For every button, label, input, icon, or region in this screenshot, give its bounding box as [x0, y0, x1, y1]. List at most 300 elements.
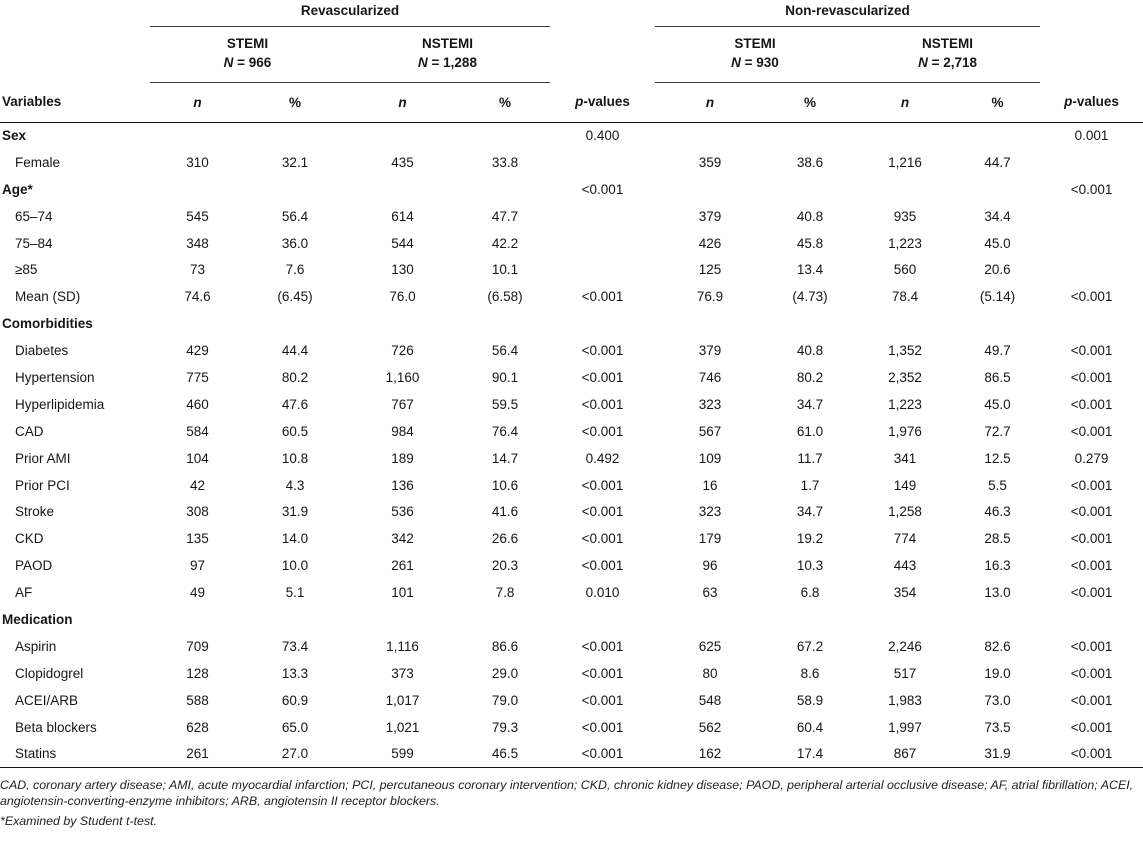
row-label: Aspirin — [15, 638, 57, 654]
value-cell: <0.001 — [1070, 638, 1113, 654]
spacer-cell — [0, 26, 150, 52]
value-cell: 379 — [698, 208, 722, 224]
data-row — [0, 714, 1143, 741]
spacer-cell — [0, 0, 150, 26]
value-cell: 189 — [391, 450, 414, 466]
value-cell: 80.2 — [281, 369, 309, 385]
value-cell: (6.45) — [277, 289, 313, 305]
value-cell: 774 — [893, 531, 917, 547]
data-row — [0, 364, 1143, 391]
row-label: Stroke — [15, 504, 55, 520]
value-cell: 179 — [698, 531, 722, 547]
value-cell: 104 — [186, 450, 209, 466]
col-header-pct-3: % — [765, 82, 855, 122]
value-cell: 79.0 — [491, 692, 519, 708]
value-cell — [345, 122, 460, 149]
value-cell — [150, 176, 245, 203]
value-cell: 42 — [189, 477, 206, 493]
row-label: Hypertension — [15, 369, 95, 385]
value-cell: <0.001 — [1070, 746, 1113, 762]
value-cell: <0.001 — [581, 531, 624, 547]
value-cell: 36.0 — [281, 235, 309, 251]
row-label: 65–74 — [15, 208, 53, 224]
value-cell: 354 — [893, 585, 917, 601]
value-cell: 61.0 — [796, 423, 824, 439]
value-cell: <0.001 — [1070, 369, 1113, 385]
value-cell: 73.0 — [984, 692, 1011, 708]
n-count-stemi-nonrevasc — [655, 52, 855, 82]
data-row — [0, 633, 1143, 660]
data-row — [0, 256, 1143, 283]
col-header-variables: Variables — [0, 82, 150, 122]
value-cell — [245, 310, 345, 337]
value-cell: 426 — [698, 235, 722, 251]
value-cell — [1040, 230, 1143, 257]
value-cell: 4.3 — [285, 477, 305, 493]
value-cell: 136 — [391, 477, 414, 493]
n-header-symbol: n — [398, 94, 407, 110]
value-cell: 16.3 — [984, 558, 1011, 574]
value-cell: 536 — [391, 504, 414, 520]
value-cell: <0.001 — [581, 692, 624, 708]
data-row — [0, 579, 1143, 606]
n-count-nstemi-revasc — [345, 52, 550, 82]
value-cell: 60.4 — [796, 719, 824, 735]
value-cell: 58.9 — [796, 692, 824, 708]
row-label: Statins — [15, 746, 57, 762]
value-cell: 14.7 — [491, 450, 519, 466]
value-cell: 443 — [893, 558, 917, 574]
value-cell: <0.001 — [581, 638, 624, 654]
value-cell: 149 — [893, 477, 917, 493]
value-cell: 429 — [186, 343, 209, 359]
value-cell — [460, 606, 550, 633]
subgroup-n-row — [0, 52, 1143, 82]
value-cell: <0.001 — [1070, 531, 1113, 547]
value-cell: 27.0 — [281, 746, 309, 762]
value-cell — [955, 310, 1040, 337]
row-label: CAD — [15, 423, 44, 439]
value-cell: 44.7 — [984, 154, 1011, 170]
value-cell: 0.400 — [585, 128, 620, 144]
column-header-row — [0, 82, 1143, 122]
value-cell: 47.7 — [491, 208, 519, 224]
value-cell — [245, 122, 345, 149]
n-value: = 930 — [740, 55, 779, 71]
value-cell: 76.0 — [389, 289, 416, 305]
value-cell: 342 — [391, 531, 414, 547]
row-label: Medication — [2, 611, 73, 627]
value-cell: 1,160 — [385, 369, 420, 385]
value-cell: 96 — [702, 558, 718, 574]
value-cell: 7.8 — [495, 585, 515, 601]
value-cell: 128 — [186, 665, 209, 681]
value-cell: 26.6 — [491, 531, 519, 547]
row-label: 75–84 — [15, 235, 53, 251]
value-cell: 33.8 — [491, 154, 519, 170]
value-cell: 6.8 — [800, 585, 820, 601]
value-cell: 348 — [186, 235, 209, 251]
value-cell — [1040, 606, 1143, 633]
value-cell: 67.2 — [796, 638, 824, 654]
spacer-cell — [0, 52, 150, 82]
value-cell — [550, 606, 655, 633]
subgroup-name-row — [0, 26, 1143, 52]
value-cell — [765, 606, 855, 633]
value-cell — [550, 203, 655, 230]
value-cell: 867 — [893, 746, 917, 762]
value-cell: 2,352 — [888, 369, 922, 385]
value-cell: 32.1 — [281, 154, 309, 170]
value-cell — [245, 606, 345, 633]
value-cell: <0.001 — [1070, 477, 1113, 493]
group-header-row — [0, 0, 1143, 26]
value-cell: <0.001 — [581, 558, 624, 574]
table-footnotes — [0, 768, 1143, 829]
group-non-revascularized: Non-revascularized — [655, 0, 1040, 26]
value-cell: <0.001 — [1070, 504, 1113, 520]
value-cell — [655, 606, 765, 633]
value-cell: (6.58) — [487, 289, 523, 305]
value-cell: 1,352 — [888, 343, 922, 359]
value-cell: <0.001 — [581, 289, 624, 305]
value-cell: 0.492 — [585, 450, 620, 466]
n-count-stemi-revasc — [150, 52, 345, 82]
spacer-cell — [1040, 26, 1143, 52]
value-cell: 8.6 — [800, 665, 820, 681]
value-cell: <0.001 — [581, 504, 624, 520]
n-value: = 1,288 — [427, 55, 477, 71]
value-cell: 73.5 — [984, 719, 1011, 735]
value-cell — [550, 256, 655, 283]
row-label: Sex — [2, 128, 27, 144]
value-cell — [855, 122, 955, 149]
value-cell: 984 — [391, 423, 414, 439]
value-cell: (5.14) — [979, 289, 1016, 305]
value-cell: 709 — [186, 638, 209, 654]
subgroup-nstemi-revasc: NSTEMI — [421, 35, 473, 51]
spacer-cell — [550, 52, 655, 82]
value-cell: 28.5 — [984, 531, 1011, 547]
value-cell — [1040, 149, 1143, 176]
value-cell: 726 — [391, 343, 414, 359]
value-cell — [1040, 203, 1143, 230]
value-cell — [460, 176, 550, 203]
value-cell: 45.8 — [796, 235, 824, 251]
value-cell: 56.4 — [281, 208, 309, 224]
value-cell: 1,983 — [888, 692, 922, 708]
data-row — [0, 230, 1143, 257]
value-cell: 1,223 — [888, 396, 922, 412]
group-revascularized: Revascularized — [150, 0, 550, 26]
value-cell: 60.9 — [281, 692, 309, 708]
value-cell: 74.6 — [184, 289, 211, 305]
row-label: Prior AMI — [15, 450, 71, 466]
n-symbol: N — [223, 55, 234, 71]
section-row — [0, 122, 1143, 149]
value-cell: 73 — [189, 262, 206, 278]
spacer-cell — [550, 26, 655, 52]
row-label: ≥85 — [15, 262, 38, 278]
value-cell: (4.73) — [792, 289, 828, 305]
row-label: PAOD — [15, 558, 53, 574]
value-cell — [150, 122, 245, 149]
value-cell: 359 — [698, 154, 722, 170]
data-row — [0, 740, 1143, 767]
value-cell: 65.0 — [281, 719, 309, 735]
value-cell — [655, 176, 765, 203]
value-cell: 40.8 — [796, 343, 824, 359]
ttest-note: *Examined by Student t-test. — [0, 813, 158, 828]
value-cell: 162 — [698, 746, 722, 762]
value-cell: 41.6 — [491, 504, 519, 520]
value-cell: 12.5 — [984, 450, 1011, 466]
row-label: ACEI/ARB — [15, 692, 79, 708]
value-cell: 588 — [186, 692, 209, 708]
value-cell: <0.001 — [1070, 692, 1113, 708]
data-row — [0, 337, 1143, 364]
value-cell: 31.9 — [281, 504, 309, 520]
value-cell: <0.001 — [1070, 289, 1113, 305]
value-cell: 614 — [391, 208, 414, 224]
data-row — [0, 687, 1143, 714]
value-cell: 135 — [186, 531, 209, 547]
value-cell: <0.001 — [1070, 585, 1113, 601]
value-cell — [345, 176, 460, 203]
section-row — [0, 176, 1143, 203]
value-cell: 0.279 — [1074, 450, 1109, 466]
value-cell: 435 — [391, 154, 414, 170]
value-cell: 1,976 — [888, 423, 922, 439]
row-label: Female — [15, 154, 61, 170]
value-cell — [855, 606, 955, 633]
data-row — [0, 418, 1143, 445]
value-cell: 935 — [893, 208, 917, 224]
value-cell: 80.2 — [796, 369, 824, 385]
value-cell: 31.9 — [984, 746, 1011, 762]
value-cell: 44.4 — [281, 343, 309, 359]
p-header-rest: -values — [1072, 94, 1119, 110]
value-cell — [550, 149, 655, 176]
value-cell: 45.0 — [984, 235, 1011, 251]
value-cell: 5.1 — [285, 585, 305, 601]
value-cell — [655, 310, 765, 337]
value-cell: 1,116 — [386, 638, 419, 654]
value-cell: 548 — [698, 692, 722, 708]
value-cell — [460, 310, 550, 337]
col-header-pvalues-1 — [550, 82, 655, 122]
n-symbol: N — [918, 55, 928, 71]
value-cell: 599 — [391, 746, 414, 762]
row-label: Diabetes — [15, 343, 69, 359]
value-cell — [765, 176, 855, 203]
value-cell: 34.4 — [984, 208, 1011, 224]
value-cell — [855, 176, 955, 203]
data-row — [0, 552, 1143, 579]
value-cell: 34.7 — [796, 504, 824, 520]
col-header-n-4 — [855, 82, 955, 122]
value-cell: 49 — [189, 585, 206, 601]
value-cell: 584 — [186, 423, 209, 439]
value-cell: 49.7 — [984, 343, 1011, 359]
value-cell: 10.0 — [281, 558, 309, 574]
abbreviations-note: CAD, coronary artery disease; AMI, acute myocardial infarction; PCI, percutaneous coronary intervention; CKD, chronic kidney disease; PAOD, peripheral arterial occlusive disease; AF, atrial fibrillation; ACEI, angiotensin-converting-enzyme inhibitors; ARB, angiotensin II receptor blockers. — [0, 777, 1134, 809]
value-cell: 10.3 — [796, 558, 824, 574]
value-cell: 59.5 — [491, 396, 519, 412]
value-cell — [1040, 256, 1143, 283]
value-cell: 56.4 — [491, 343, 519, 359]
value-cell: 101 — [391, 585, 414, 601]
n-count-nstemi-nonrevasc — [855, 52, 1040, 82]
value-cell: 76.4 — [491, 423, 519, 439]
section-row — [0, 310, 1143, 337]
value-cell — [765, 310, 855, 337]
value-cell: <0.001 — [1070, 665, 1113, 681]
value-cell: 7.6 — [285, 262, 305, 278]
value-cell — [150, 606, 245, 633]
value-cell: 261 — [186, 746, 209, 762]
value-cell — [345, 606, 460, 633]
value-cell: 308 — [186, 504, 209, 520]
value-cell: 373 — [391, 665, 414, 681]
value-cell: 14.0 — [281, 531, 309, 547]
value-cell: 34.7 — [796, 396, 824, 412]
row-label: Beta blockers — [15, 719, 97, 735]
value-cell: 16 — [702, 477, 718, 493]
value-cell: <0.001 — [1070, 558, 1113, 574]
data-row — [0, 283, 1143, 310]
value-cell: <0.001 — [581, 369, 624, 385]
value-cell: 10.1 — [491, 262, 519, 278]
value-cell: 78.4 — [891, 289, 919, 305]
value-cell: 109 — [698, 450, 722, 466]
col-header-pvalues-2 — [1040, 82, 1143, 122]
value-cell — [345, 310, 460, 337]
value-cell — [955, 176, 1040, 203]
n-value: = 966 — [233, 55, 272, 71]
value-cell: <0.001 — [1070, 423, 1113, 439]
value-cell: 0.001 — [1074, 128, 1109, 144]
value-cell — [955, 606, 1040, 633]
p-header-symbol: p — [1064, 94, 1073, 110]
value-cell: 29.0 — [491, 665, 519, 681]
value-cell: 125 — [698, 262, 722, 278]
value-cell: 130 — [391, 262, 414, 278]
value-cell: 45.0 — [984, 396, 1011, 412]
value-cell: 2,246 — [888, 638, 922, 654]
data-row — [0, 525, 1143, 552]
value-cell: <0.001 — [581, 665, 624, 681]
col-header-n-3 — [655, 82, 765, 122]
subgroup-stemi-nonrevasc: STEMI — [734, 35, 776, 51]
section-row — [0, 606, 1143, 633]
value-cell: 628 — [186, 719, 209, 735]
row-label: Mean (SD) — [15, 289, 81, 305]
value-cell: 73.4 — [281, 638, 309, 654]
n-header-symbol: n — [193, 94, 202, 110]
value-cell: 47.6 — [281, 396, 309, 412]
value-cell: 10.6 — [491, 477, 519, 493]
spacer-cell — [550, 0, 655, 26]
value-cell: 10.8 — [281, 450, 309, 466]
value-cell: 42.2 — [491, 235, 519, 251]
value-cell: 79.3 — [491, 719, 519, 735]
row-label: Comorbidities — [2, 316, 93, 332]
value-cell: 323 — [698, 396, 722, 412]
value-cell: 60.5 — [281, 423, 309, 439]
value-cell — [765, 122, 855, 149]
data-row — [0, 391, 1143, 418]
table-body — [0, 122, 1143, 767]
value-cell: 560 — [893, 262, 917, 278]
p-header-rest: -values — [583, 94, 630, 110]
value-cell: <0.001 — [581, 719, 624, 735]
data-row — [0, 149, 1143, 176]
value-cell: <0.001 — [1070, 396, 1113, 412]
value-cell: 746 — [698, 369, 722, 385]
value-cell: 341 — [893, 450, 917, 466]
value-cell — [655, 122, 765, 149]
value-cell — [150, 310, 245, 337]
value-cell: 97 — [189, 558, 206, 574]
value-cell: 562 — [698, 719, 722, 735]
value-cell: <0.001 — [581, 746, 624, 762]
subgroup-stemi-revasc: STEMI — [226, 35, 269, 51]
n-header-symbol: n — [900, 94, 910, 110]
p-header-symbol: p — [575, 94, 584, 110]
spacer-cell — [1040, 52, 1143, 82]
value-cell: 19.2 — [796, 531, 824, 547]
n-symbol: N — [418, 55, 428, 71]
value-cell: 545 — [186, 208, 209, 224]
value-cell — [245, 176, 345, 203]
value-cell: 5.5 — [988, 477, 1007, 493]
value-cell: 90.1 — [491, 369, 519, 385]
value-cell: 19.0 — [984, 665, 1011, 681]
n-symbol: N — [731, 55, 741, 71]
value-cell — [460, 122, 550, 149]
value-cell: 11.7 — [797, 450, 823, 466]
value-cell: <0.001 — [581, 396, 624, 412]
value-cell: 72.7 — [984, 423, 1011, 439]
row-label: Hyperlipidemia — [15, 396, 105, 412]
spacer-cell — [1040, 0, 1143, 26]
value-cell: 46.3 — [984, 504, 1011, 520]
value-cell: 63 — [702, 585, 718, 601]
value-cell — [550, 310, 655, 337]
value-cell: <0.001 — [1070, 719, 1113, 735]
row-label: Clopidogrel — [15, 665, 84, 681]
value-cell: <0.001 — [581, 477, 624, 493]
value-cell: 323 — [698, 504, 722, 520]
value-cell: 76.9 — [696, 289, 724, 305]
row-label: CKD — [15, 531, 44, 547]
value-cell: 625 — [698, 638, 722, 654]
value-cell: 767 — [391, 396, 414, 412]
value-cell: 40.8 — [796, 208, 824, 224]
value-cell: 80 — [702, 665, 718, 681]
value-cell: 0.010 — [585, 585, 620, 601]
n-value: = 2,718 — [927, 55, 977, 71]
col-header-n-1 — [150, 82, 245, 122]
value-cell: 1,997 — [888, 719, 922, 735]
value-cell: 1,258 — [888, 504, 922, 520]
data-row — [0, 472, 1143, 499]
value-cell: 17.4 — [796, 746, 824, 762]
value-cell: 38.6 — [796, 154, 824, 170]
value-cell: 1.7 — [800, 477, 820, 493]
value-cell: 544 — [391, 235, 414, 251]
